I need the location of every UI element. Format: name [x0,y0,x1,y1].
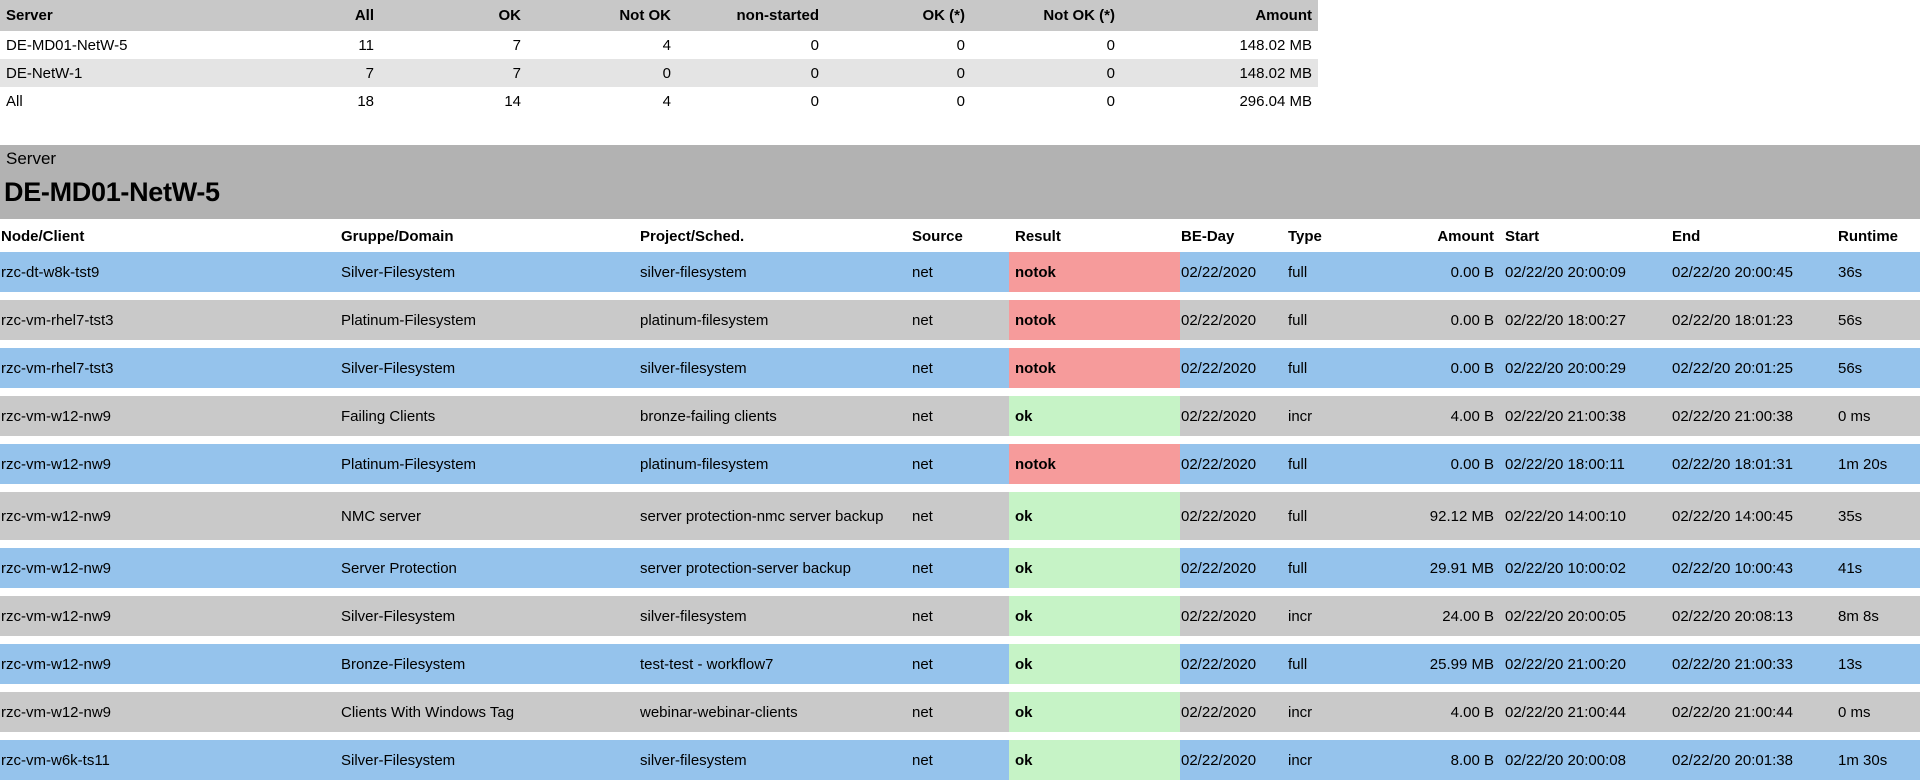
server-section-caption: Server [6,149,57,168]
be-day-cell: 02/22/2020 [1180,444,1287,484]
source-cell: net [911,644,1009,684]
start-cell: 02/22/20 21:00:20 [1504,644,1671,684]
row-spacer-cell [0,732,1920,740]
type-cell: full [1287,492,1373,540]
project-sched-cell: server protection-nmc server backup [639,492,911,540]
summary-server: DE-NetW-1 [6,64,83,82]
row-spacer-cell [0,588,1920,596]
row-spacer-cell [0,540,1920,548]
summary-non-started: 0 [810,92,819,110]
end-cell: 02/22/20 18:01:31 [1671,444,1837,484]
col-header-start: Start [1505,228,1540,245]
summary-amount: 148.02 MB [1239,36,1312,54]
summary-all: 7 [365,64,374,82]
type-cell: full [1287,444,1373,484]
row-spacer [0,588,1920,596]
type-cell: full [1287,252,1373,292]
be-day-cell: 02/22/2020 [1180,692,1287,732]
col-header-not-ok-star: Not OK (*) [1043,7,1115,24]
summary-not-ok: 0 [662,64,671,82]
amount-cell: 92.12 MB [1373,492,1504,540]
summary-server: All [6,92,23,110]
type-cell: full [1287,548,1373,588]
node-client-cell: rzc-vm-w12-nw9 [0,596,340,636]
col-header-ok-star: OK (*) [922,7,965,24]
amount-cell: 25.99 MB [1373,644,1504,684]
amount-cell: 0.00 B [1373,252,1504,292]
job-row [0,492,1920,540]
project-sched-cell: server protection-server backup [639,548,911,588]
summary-total-row [0,87,1318,115]
row-spacer-cell [0,684,1920,692]
server-section-title: DE-MD01-NetW-5 [4,177,220,207]
end-cell: 02/22/20 20:01:25 [1671,348,1837,388]
col-header-beday: BE-Day [1181,228,1235,245]
col-header-ok: OK [498,7,521,24]
summary-ok: 7 [512,64,521,82]
node-client-cell: rzc-vm-w6k-ts11 [0,740,340,780]
result-cell: notok [1009,252,1180,292]
col-header-source: Source [912,228,963,245]
job-detail-table [0,221,1920,780]
amount-cell: 4.00 B [1373,396,1504,436]
col-header-not-ok: Not OK [619,7,671,24]
type-cell: incr [1287,692,1373,732]
row-spacer [0,540,1920,548]
group-domain-cell: Clients With Windows Tag [340,692,639,732]
start-cell: 02/22/20 14:00:10 [1504,492,1671,540]
amount-cell: 0.00 B [1373,348,1504,388]
start-cell: 02/22/20 20:00:09 [1504,252,1671,292]
end-cell: 02/22/20 20:00:45 [1671,252,1837,292]
row-spacer [0,388,1920,396]
group-domain-cell: Silver-Filesystem [340,740,639,780]
project-sched-cell: bronze-failing clients [639,396,911,436]
runtime-cell: 56s [1837,300,1920,340]
result-cell: ok [1009,644,1180,684]
summary-ok-star: 0 [956,92,965,110]
be-day-cell: 02/22/2020 [1180,252,1287,292]
runtime-cell: 41s [1837,548,1920,588]
type-cell: incr [1287,396,1373,436]
summary-not-ok-star: 0 [1106,92,1115,110]
group-domain-cell: Silver-Filesystem [340,348,639,388]
row-spacer [0,484,1920,492]
col-header-type: Type [1288,228,1322,245]
result-cell: ok [1009,596,1180,636]
summary-not-ok-star: 0 [1106,64,1115,82]
row-spacer-cell [0,484,1920,492]
job-row [0,644,1920,684]
source-cell: net [911,444,1009,484]
be-day-cell: 02/22/2020 [1180,644,1287,684]
group-domain-cell: Bronze-Filesystem [340,644,639,684]
runtime-cell: 13s [1837,644,1920,684]
row-spacer-cell [0,636,1920,644]
end-cell: 02/22/20 20:08:13 [1671,596,1837,636]
row-spacer [0,636,1920,644]
start-cell: 02/22/20 21:00:38 [1504,396,1671,436]
amount-cell: 8.00 B [1373,740,1504,780]
result-cell: ok [1009,692,1180,732]
project-sched-cell: platinum-filesystem [639,444,911,484]
result-cell: notok [1009,444,1180,484]
group-domain-cell: Platinum-Filesystem [340,300,639,340]
result-cell: ok [1009,396,1180,436]
row-spacer-cell [0,436,1920,444]
result-cell: notok [1009,348,1180,388]
summary-non-started: 0 [810,36,819,54]
project-sched-cell: test-test - workflow7 [639,644,911,684]
start-cell: 02/22/20 18:00:27 [1504,300,1671,340]
group-domain-cell: Server Protection [340,548,639,588]
job-row [0,548,1920,588]
end-cell: 02/22/20 18:01:23 [1671,300,1837,340]
node-client-cell: rzc-vm-rhel7-tst3 [0,348,340,388]
be-day-cell: 02/22/2020 [1180,740,1287,780]
project-sched-cell: silver-filesystem [639,348,911,388]
end-cell: 02/22/20 21:00:33 [1671,644,1837,684]
job-row [0,348,1920,388]
end-cell: 02/22/20 10:00:43 [1671,548,1837,588]
result-cell: ok [1009,492,1180,540]
col-header-amount: Amount [1255,7,1312,24]
source-cell: net [911,740,1009,780]
result-cell: ok [1009,548,1180,588]
summary-ok: 7 [512,36,521,54]
summary-not-ok-star: 0 [1106,36,1115,54]
summary-not-ok: 4 [662,36,671,54]
summary-amount: 148.02 MB [1239,64,1312,82]
result-cell: notok [1009,300,1180,340]
server-summary-table [0,0,1318,115]
summary-all: 11 [358,36,374,54]
col-header-node: Node/Client [1,228,85,245]
col-header-non-started: non-started [736,7,819,24]
end-cell: 02/22/20 21:00:38 [1671,396,1837,436]
node-client-cell: rzc-vm-w12-nw9 [0,548,340,588]
col-header-result: Result [1015,228,1061,245]
summary-server: DE-MD01-NetW-5 [6,36,128,54]
row-spacer [0,732,1920,740]
row-spacer-cell [0,388,1920,396]
job-row [0,252,1920,292]
runtime-cell: 0 ms [1837,396,1920,436]
start-cell: 02/22/20 10:00:02 [1504,548,1671,588]
end-cell: 02/22/20 14:00:45 [1671,492,1837,540]
runtime-cell: 8m 8s [1837,596,1920,636]
job-row [0,692,1920,732]
end-cell: 02/22/20 21:00:44 [1671,692,1837,732]
group-domain-cell: NMC server [340,492,639,540]
group-domain-cell: Silver-Filesystem [340,596,639,636]
row-spacer [0,340,1920,348]
amount-cell: 0.00 B [1373,300,1504,340]
node-client-cell: rzc-dt-w8k-tst9 [0,252,340,292]
start-cell: 02/22/20 21:00:44 [1504,692,1671,732]
type-cell: incr [1287,596,1373,636]
job-row [0,444,1920,484]
col-header-project: Project/Sched. [640,228,745,245]
summary-amount: 296.04 MB [1239,92,1312,110]
source-cell: net [911,548,1009,588]
amount-cell: 29.91 MB [1373,548,1504,588]
group-domain-cell: Silver-Filesystem [340,252,639,292]
summary-ok-star: 0 [956,36,965,54]
project-sched-cell: silver-filesystem [639,740,911,780]
project-sched-cell: platinum-filesystem [639,300,911,340]
node-client-cell: rzc-vm-w12-nw9 [0,444,340,484]
type-cell: full [1287,348,1373,388]
summary-row [0,59,1318,87]
project-sched-cell: webinar-webinar-clients [639,692,911,732]
summary-not-ok: 4 [662,92,671,110]
start-cell: 02/22/20 20:00:08 [1504,740,1671,780]
type-cell: full [1287,644,1373,684]
summary-row [0,31,1318,59]
type-cell: full [1287,300,1373,340]
source-cell: net [911,252,1009,292]
summary-non-started: 0 [810,64,819,82]
start-cell: 02/22/20 20:00:05 [1504,596,1671,636]
runtime-cell: 1m 20s [1837,444,1920,484]
project-sched-cell: silver-filesystem [639,596,911,636]
row-spacer [0,436,1920,444]
runtime-cell: 1m 30s [1837,740,1920,780]
be-day-cell: 02/22/2020 [1180,300,1287,340]
node-client-cell: rzc-vm-w12-nw9 [0,644,340,684]
amount-cell: 4.00 B [1373,692,1504,732]
source-cell: net [911,692,1009,732]
detail-header-row [0,221,1920,252]
summary-all: 18 [357,92,374,110]
source-cell: net [911,396,1009,436]
row-spacer-cell [0,340,1920,348]
end-cell: 02/22/20 20:01:38 [1671,740,1837,780]
be-day-cell: 02/22/2020 [1180,348,1287,388]
col-header-runtime: Runtime [1838,228,1898,245]
row-spacer-cell [0,292,1920,300]
be-day-cell: 02/22/2020 [1180,492,1287,540]
source-cell: net [911,300,1009,340]
source-cell: net [911,492,1009,540]
job-row [0,396,1920,436]
group-domain-cell: Failing Clients [340,396,639,436]
summary-ok: 14 [504,92,521,110]
amount-cell: 0.00 B [1373,444,1504,484]
node-client-cell: rzc-vm-w12-nw9 [0,692,340,732]
type-cell: incr [1287,740,1373,780]
summary-header-row [0,0,1318,31]
row-spacer [0,684,1920,692]
source-cell: net [911,596,1009,636]
col-header-end: End [1672,228,1701,245]
job-row [0,740,1920,780]
start-cell: 02/22/20 20:00:29 [1504,348,1671,388]
be-day-cell: 02/22/2020 [1180,396,1287,436]
group-domain-cell: Platinum-Filesystem [340,444,639,484]
runtime-cell: 36s [1837,252,1920,292]
row-spacer [0,292,1920,300]
summary-ok-star: 0 [956,64,965,82]
job-row [0,596,1920,636]
col-header-server: Server [6,7,53,24]
be-day-cell: 02/22/2020 [1180,596,1287,636]
be-day-cell: 02/22/2020 [1180,548,1287,588]
runtime-cell: 0 ms [1837,692,1920,732]
job-row [0,300,1920,340]
start-cell: 02/22/20 18:00:11 [1504,444,1671,484]
result-cell: ok [1009,740,1180,780]
col-header-group: Gruppe/Domain [341,228,454,245]
runtime-cell: 56s [1837,348,1920,388]
runtime-cell: 35s [1837,492,1920,540]
col-header-amount: Amount [1437,228,1494,245]
col-header-all: All [354,7,374,24]
amount-cell: 24.00 B [1373,596,1504,636]
node-client-cell: rzc-vm-rhel7-tst3 [0,300,340,340]
node-client-cell: rzc-vm-w12-nw9 [0,396,340,436]
server-section-header [0,145,1920,219]
source-cell: net [911,348,1009,388]
project-sched-cell: silver-filesystem [639,252,911,292]
node-client-cell: rzc-vm-w12-nw9 [0,492,340,540]
